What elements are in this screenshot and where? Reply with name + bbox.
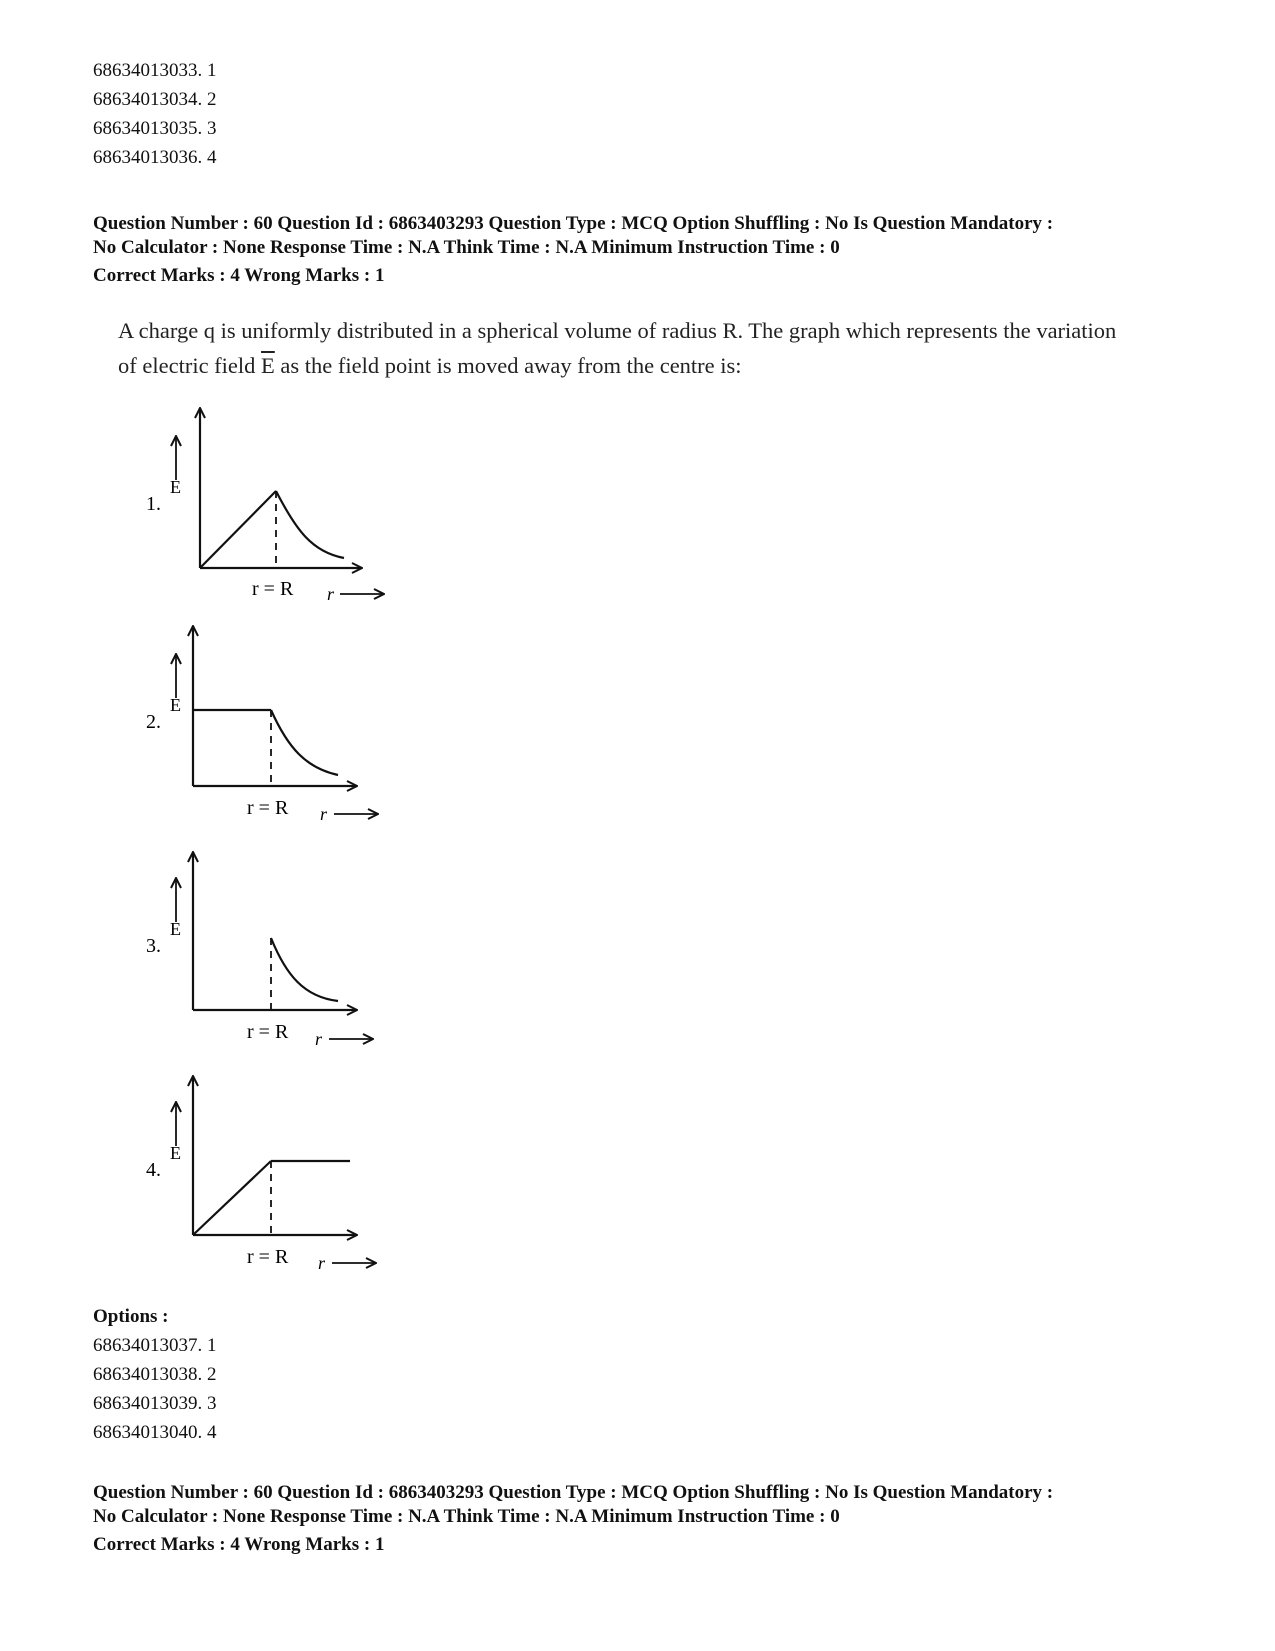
r-equals-r-label: r = R [252,578,294,600]
option-line: 68634013037. 1 [93,1335,217,1356]
x-axis-label: r [320,804,328,824]
x-axis-label: r [327,584,335,604]
option-line: 68634013036. 4 [93,147,217,168]
meta-line-2: No Calculator : None Response Time : N.A Think Time : N.A Minimum Instruction Time : 0 [93,1506,840,1527]
y-axis-label: E [170,695,181,715]
meta-line-3: Correct Marks : 4 Wrong Marks : 1 [93,265,385,286]
meta-line-1: Question Number : 60 Question Id : 6863403293 Question Type : MCQ Option Shuffling : No Is Question Mandatory : [93,1482,1054,1503]
curve-decay [271,710,338,775]
x-axis-label: r [318,1253,326,1273]
graph-3 [146,852,373,1049]
curve-linear [193,1161,271,1235]
option-line: 68634013035. 3 [93,118,217,139]
graph-number: 4. [146,1159,161,1181]
curve-decay [271,938,338,1001]
question-line-1: A charge q is uniformly distributed in a spherical volume of radius R. The graph which represents the variation [118,318,1117,343]
question-line-2-pre: of electric field [118,353,262,378]
options-heading: Options : [93,1306,169,1327]
options-section [93,1302,217,1447]
meta-line-2: No Calculator : None Response Time : N.A Think Time : N.A Minimum Instruction Time : 0 [93,237,840,258]
graph-2 [146,626,378,824]
curve-decay [276,491,344,558]
option-line: 68634013038. 2 [93,1364,217,1385]
y-axis-label: E [170,477,181,497]
option-line: 68634013033. 1 [93,60,217,81]
graph-1 [146,408,384,604]
vector-e: $\overline{E}$ [261,353,275,378]
y-axis-label: E [170,1143,181,1163]
y-axis-label: E [170,919,181,939]
graph-number: 3. [146,935,161,957]
x-axis-label: r [315,1029,323,1049]
curve-linear [200,491,276,568]
meta-line-3: Correct Marks : 4 Wrong Marks : 1 [93,1534,385,1555]
graph-4 [146,1076,376,1273]
r-equals-r-label: r = R [247,1021,289,1043]
option-line: 68634013040. 4 [93,1422,217,1443]
question-line-2-post: as the field point is moved away from the centre is: [274,353,742,378]
option-line: 68634013039. 3 [93,1393,217,1414]
graph-number: 2. [146,711,161,733]
graph-number: 1. [146,493,161,515]
option-line: 68634013034. 2 [93,89,217,110]
meta-line-1: Question Number : 60 Question Id : 6863403293 Question Type : MCQ Option Shuffling : No Is Question Mandatory : [93,213,1054,234]
next-question-meta [93,1481,1253,1557]
r-equals-r-label: r = R [247,1246,289,1268]
r-equals-r-label: r = R [247,797,289,819]
